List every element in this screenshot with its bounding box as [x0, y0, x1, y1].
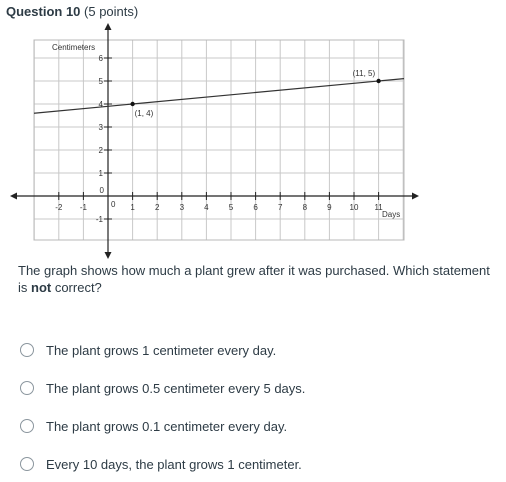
x-tick-label: 8 [302, 203, 308, 212]
x-tick-label: -1 [79, 203, 87, 212]
option-label: The plant grows 0.1 centimeter every day. [46, 418, 288, 434]
grid-border [34, 40, 404, 240]
radio-button[interactable] [20, 419, 34, 433]
x-tick-label: 7 [277, 203, 283, 212]
y-tick-label: 6 [98, 54, 103, 63]
y-axis-arrow-up [105, 23, 112, 30]
radio-button[interactable] [20, 343, 34, 357]
option-1[interactable] [20, 340, 276, 360]
prompt-emphasis: not [31, 280, 52, 295]
question-points: (5 points) [80, 4, 139, 19]
y-axis-arrow-down [105, 252, 112, 259]
y-tick-label: 2 [98, 146, 103, 155]
origin-label: 0 [99, 186, 104, 195]
graph [0, 22, 420, 260]
x-axis-arrow-left [10, 193, 17, 200]
data-line [34, 79, 404, 114]
data-point [130, 102, 134, 106]
option-label: Every 10 days, the plant grows 1 centimeter. [46, 456, 302, 472]
y-tick-label: 5 [98, 77, 103, 86]
option-label: The plant grows 0.5 centimeter every 5 days. [46, 380, 306, 396]
x-tick-label: 3 [179, 203, 185, 212]
x-tick-label: 11 [374, 203, 383, 212]
line-chart [0, 22, 420, 260]
option-4[interactable] [20, 454, 302, 474]
radio-button[interactable] [20, 381, 34, 395]
x-tick-label: 6 [253, 203, 258, 212]
x-axis-arrow-right [412, 193, 419, 200]
question-header [6, 4, 138, 19]
option-2[interactable] [20, 378, 305, 398]
x-tick-label: 5 [228, 203, 234, 212]
data-point [376, 79, 380, 83]
x-tick-label: 10 [349, 203, 359, 212]
y-tick-label: 3 [98, 123, 103, 132]
question-title: Question 10 [6, 4, 81, 19]
radio-button[interactable] [20, 457, 34, 471]
x-axis-label: Days [382, 210, 401, 219]
option-label: The plant grows 1 centimeter every day. [46, 342, 277, 358]
point-label: (11, 5) [352, 69, 376, 78]
x-tick-label: -2 [55, 203, 63, 212]
question-prompt [18, 262, 500, 296]
option-3[interactable] [20, 416, 287, 436]
y-tick-label: 4 [98, 100, 103, 109]
x-tick-label: 2 [154, 203, 160, 212]
y-tick-label: -1 [95, 215, 103, 224]
x-tick-label: 4 [204, 203, 209, 212]
x-tick-label: 1 [130, 203, 135, 212]
y-tick-label: 1 [98, 169, 103, 178]
point-label: (1, 4) [134, 109, 154, 118]
x-tick-label: 9 [327, 203, 332, 212]
prompt-text: The graph shows how much a plant grew after it was purchased. Which statement is [18, 263, 490, 295]
origin-label: 0 [111, 200, 116, 209]
y-axis-label: Centimeters [52, 43, 96, 52]
prompt-text-end: correct? [51, 280, 102, 295]
